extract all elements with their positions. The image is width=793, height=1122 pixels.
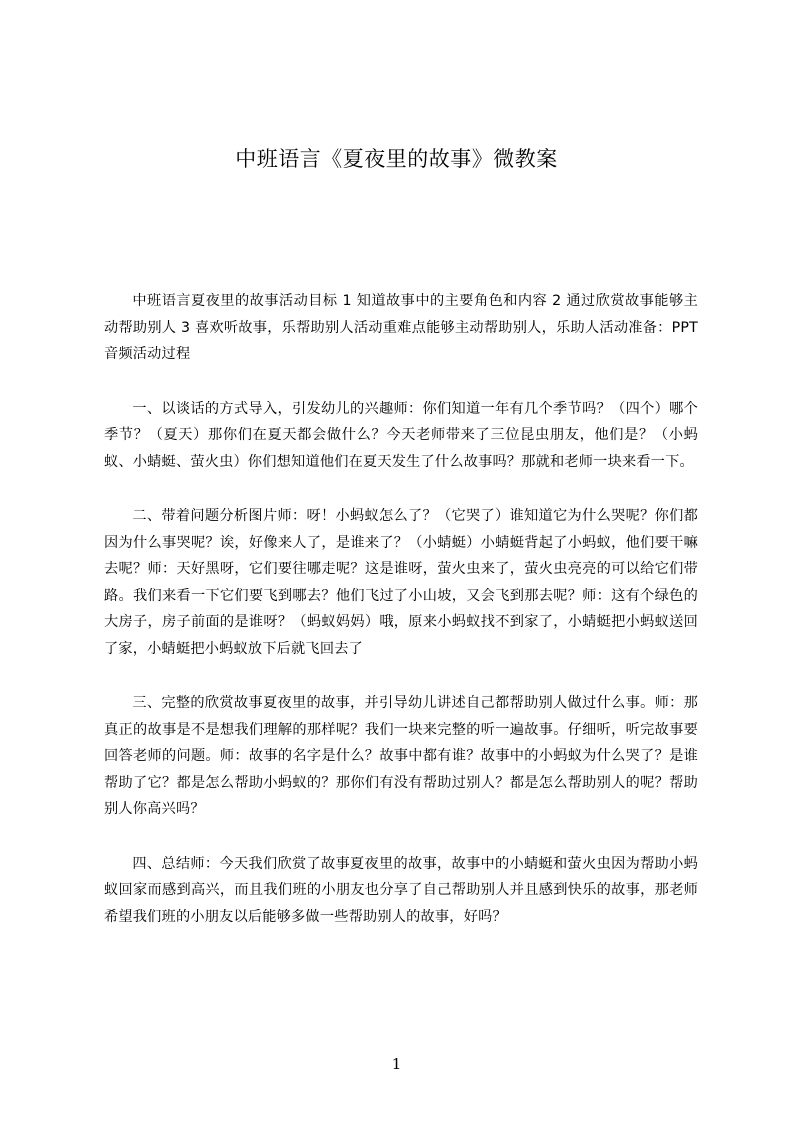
document-body bbox=[104, 288, 698, 958]
page-title: 中班语言《夏夜里的故事》微教案 bbox=[235, 147, 558, 171]
paragraph-section-3: 三、完整的欣赏故事夏夜里的故事，并引导幼儿讲述自己都帮助别人做过什么事。师：那真正的故事是不是想我们理解的那样呢？我们一块来完整的听一遍故事。仔细听，听完故事要回答老师的问题。师：故事的名字是什么？故事中都有谁？故事中的小蚂蚁为什么哭了？是谁帮助了它？都是怎么帮助小蚂蚁的？那你们有没有帮助过别人？都是怎么帮助别人的呢？帮助别人你高兴吗？ bbox=[104, 695, 698, 817]
page-number: 1 bbox=[391, 1055, 402, 1073]
paragraph-section-1: 一、以谈话的方式导入，引发幼儿的兴趣师：你们知道一年有几个季节吗？（四个）哪个季节？（夏天）那你们在夏天都会做什么？今天老师带来了三位昆虫朋友，他们是？（小蚂蚁、小蜻蜓、萤火虫）你们想知道他们在夏天发生了什么故事吗？那就和老师一块来看一下。 bbox=[104, 400, 698, 470]
paragraph-section-2: 二、带着问题分析图片师：呀！小蚂蚁怎么了？（它哭了）谁知道它为什么哭呢？你们都因为什么事哭呢？诶，好像来人了，是谁来了？（小蜻蜓）小蜻蜓背起了小蚂蚁，他们要干嘛去呢？师：天好黑呀，它们要往哪走呢？这是谁呀，萤火虫来了，萤火虫亮亮的可以给它们带路。我们来看一下它们要飞到哪去？他们飞过了小山坡，又会飞到那去呢？师：这有个绿色的大房子，房子前面的是谁呀？（蚂蚁妈妈）哦，原来小蚂蚁找不到家了，小蜻蜓把小蚂蚁送回了家，小蜻蜓把小蚂蚁放下后就飞回去了 bbox=[104, 508, 698, 657]
paragraph-section-4: 四、总结师：今天我们欣赏了故事夏夜里的故事，故事中的小蜻蜓和萤火虫因为帮助小蚂蚁回家而感到高兴，而且我们班的小朋友也分享了自己帮助别人并且感到快乐的故事，那老师希望我们班的小朋友以后能够多做一些帮助别人的故事，好吗？ bbox=[104, 855, 698, 925]
paragraph-intro: 中班语言夏夜里的故事活动目标 1 知道故事中的主要角色和内容 2 通过欣赏故事能够主动帮助别人 3 喜欢听故事，乐帮助别人活动重难点能够主动帮助别人，乐助人活动准备：PPT 音频活动过程 bbox=[104, 293, 698, 362]
